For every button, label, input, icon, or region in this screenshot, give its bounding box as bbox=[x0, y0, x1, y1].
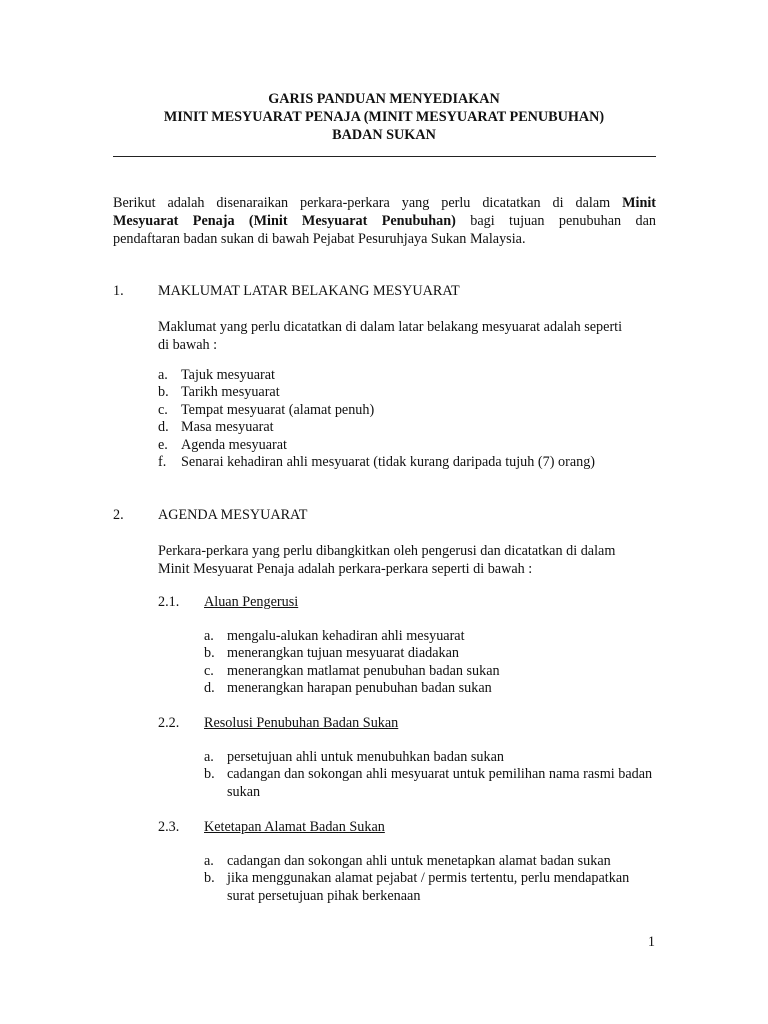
list-item bbox=[158, 454, 595, 471]
list-item bbox=[204, 853, 656, 870]
section-1-title: MAKLUMAT LATAR BELAKANG MESYUARAT bbox=[158, 283, 460, 299]
title-divider bbox=[113, 156, 656, 157]
section-2-number: 2. bbox=[113, 507, 124, 523]
list-marker: c. bbox=[158, 401, 168, 418]
list-item-text: cadangan dan sokongan ahli untuk menetapkan alamat badan sukan bbox=[227, 853, 611, 869]
subsection-2-3-list bbox=[204, 853, 656, 905]
section-1-description bbox=[158, 318, 656, 354]
section-1-description-line-2: di bawah : bbox=[158, 337, 218, 353]
list-marker: b. bbox=[204, 870, 215, 887]
list-item-text: Masa mesyuarat bbox=[181, 419, 274, 436]
list-item bbox=[158, 367, 595, 384]
list-item-text: Tarikh mesyuarat bbox=[181, 384, 280, 401]
subsection-2-3-number: 2.3. bbox=[158, 819, 180, 835]
list-item bbox=[158, 419, 595, 436]
list-marker: e. bbox=[158, 436, 168, 453]
list-marker: a. bbox=[204, 853, 214, 869]
subsection-2-2-number: 2.2. bbox=[158, 715, 180, 731]
section-1-number: 1. bbox=[113, 283, 124, 299]
subsection-2-2-list bbox=[204, 749, 656, 801]
subsection-2-1-number: 2.1. bbox=[158, 594, 180, 610]
intro-line-2 bbox=[113, 212, 656, 230]
list-item-text: menerangkan harapan penubuhan badan sukan bbox=[227, 680, 492, 697]
list-item-text: menerangkan tujuan mesyuarat diadakan bbox=[227, 645, 460, 662]
intro-line-3: pendaftaran badan sukan di bawah Pejabat Pesuruhjaya Sukan Malaysia. bbox=[113, 231, 526, 247]
list-item bbox=[158, 437, 595, 454]
document-title-line-2: MINIT MESYUARAT PENAJA (MINIT MESYUARAT PENUBUHAN) bbox=[163, 109, 605, 125]
subsection-2-1-list bbox=[204, 628, 500, 698]
list-item-text: mengalu-alukan kehadiran ahli mesyuarat bbox=[227, 628, 465, 644]
section-2-description-line-1: Perkara-perkara yang perlu dibangkitkan oleh pengerusi dan dicatatkan di dalam bbox=[158, 543, 616, 559]
list-marker: a. bbox=[158, 367, 168, 383]
list-marker: d. bbox=[204, 680, 215, 697]
subsection-2-1-title: Aluan Pengerusi bbox=[204, 594, 299, 610]
intro-bold-2: Mesyuarat Penaja (Minit Mesyuarat Penubuhan) bbox=[113, 213, 456, 229]
intro-text-2: bagi tujuan penubuhan dan bbox=[455, 213, 656, 229]
list-item bbox=[204, 749, 656, 766]
list-marker: c. bbox=[204, 662, 214, 679]
section-1-description-line-1: Maklumat yang perlu dicatatkan di dalam latar belakang mesyuarat adalah seperti bbox=[158, 319, 623, 335]
list-item-text: menerangkan matlamat penubuhan badan sukan bbox=[227, 662, 500, 679]
list-item-text: Senarai kehadiran ahli mesyuarat (tidak kurang daripada tujuh (7) orang) bbox=[181, 454, 596, 471]
section-1-list bbox=[158, 367, 595, 471]
section-2-description bbox=[158, 542, 656, 578]
intro-line-1 bbox=[113, 194, 656, 212]
list-marker: a. bbox=[204, 749, 214, 765]
document-title-line-1: GARIS PANDUAN MENYEDIAKAN bbox=[268, 91, 500, 107]
list-item-text: jika menggunakan alamat pejabat / permis tertentu, perlu mendapatkan surat persetujuan pihak berkenaan bbox=[227, 870, 630, 904]
list-item bbox=[204, 663, 500, 680]
list-item bbox=[204, 645, 500, 662]
list-marker: d. bbox=[158, 419, 169, 436]
list-marker: a. bbox=[204, 628, 214, 644]
list-item bbox=[204, 870, 656, 905]
list-item bbox=[204, 766, 656, 801]
list-item bbox=[204, 680, 500, 697]
page-number: 1 bbox=[647, 934, 655, 950]
subsection-2-2-title: Resolusi Penubuhan Badan Sukan bbox=[204, 715, 399, 731]
section-2-description-line-2: Minit Mesyuarat Penaja adalah perkara-perkara seperti di bawah : bbox=[158, 561, 533, 577]
intro-bold-1: Minit bbox=[622, 195, 656, 211]
list-item-text: Agenda mesyuarat bbox=[181, 436, 287, 453]
list-marker: b. bbox=[204, 766, 215, 783]
list-item bbox=[158, 384, 595, 401]
intro-paragraph bbox=[113, 194, 656, 248]
list-item bbox=[204, 628, 500, 645]
subsection-2-3-title: Ketetapan Alamat Badan Sukan bbox=[204, 819, 385, 835]
list-marker: f. bbox=[158, 454, 167, 471]
list-marker: b. bbox=[158, 384, 169, 401]
list-item-text: Tajuk mesyuarat bbox=[181, 367, 275, 383]
list-item bbox=[158, 402, 595, 419]
list-item-text: Tempat mesyuarat (alamat penuh) bbox=[181, 401, 375, 418]
list-item-text: cadangan dan sokongan ahli mesyuarat untuk pemilihan nama rasmi badan sukan bbox=[227, 766, 653, 800]
section-2-title: AGENDA MESYUARAT bbox=[158, 507, 308, 523]
intro-text-1: Berikut adalah disenaraikan perkara-perkara yang perlu dicatatkan di dalam bbox=[113, 195, 623, 211]
document-title-line-3: BADAN SUKAN bbox=[332, 127, 436, 143]
list-marker: b. bbox=[204, 645, 215, 662]
list-item-text: persetujuan ahli untuk menubuhkan badan sukan bbox=[227, 749, 504, 765]
